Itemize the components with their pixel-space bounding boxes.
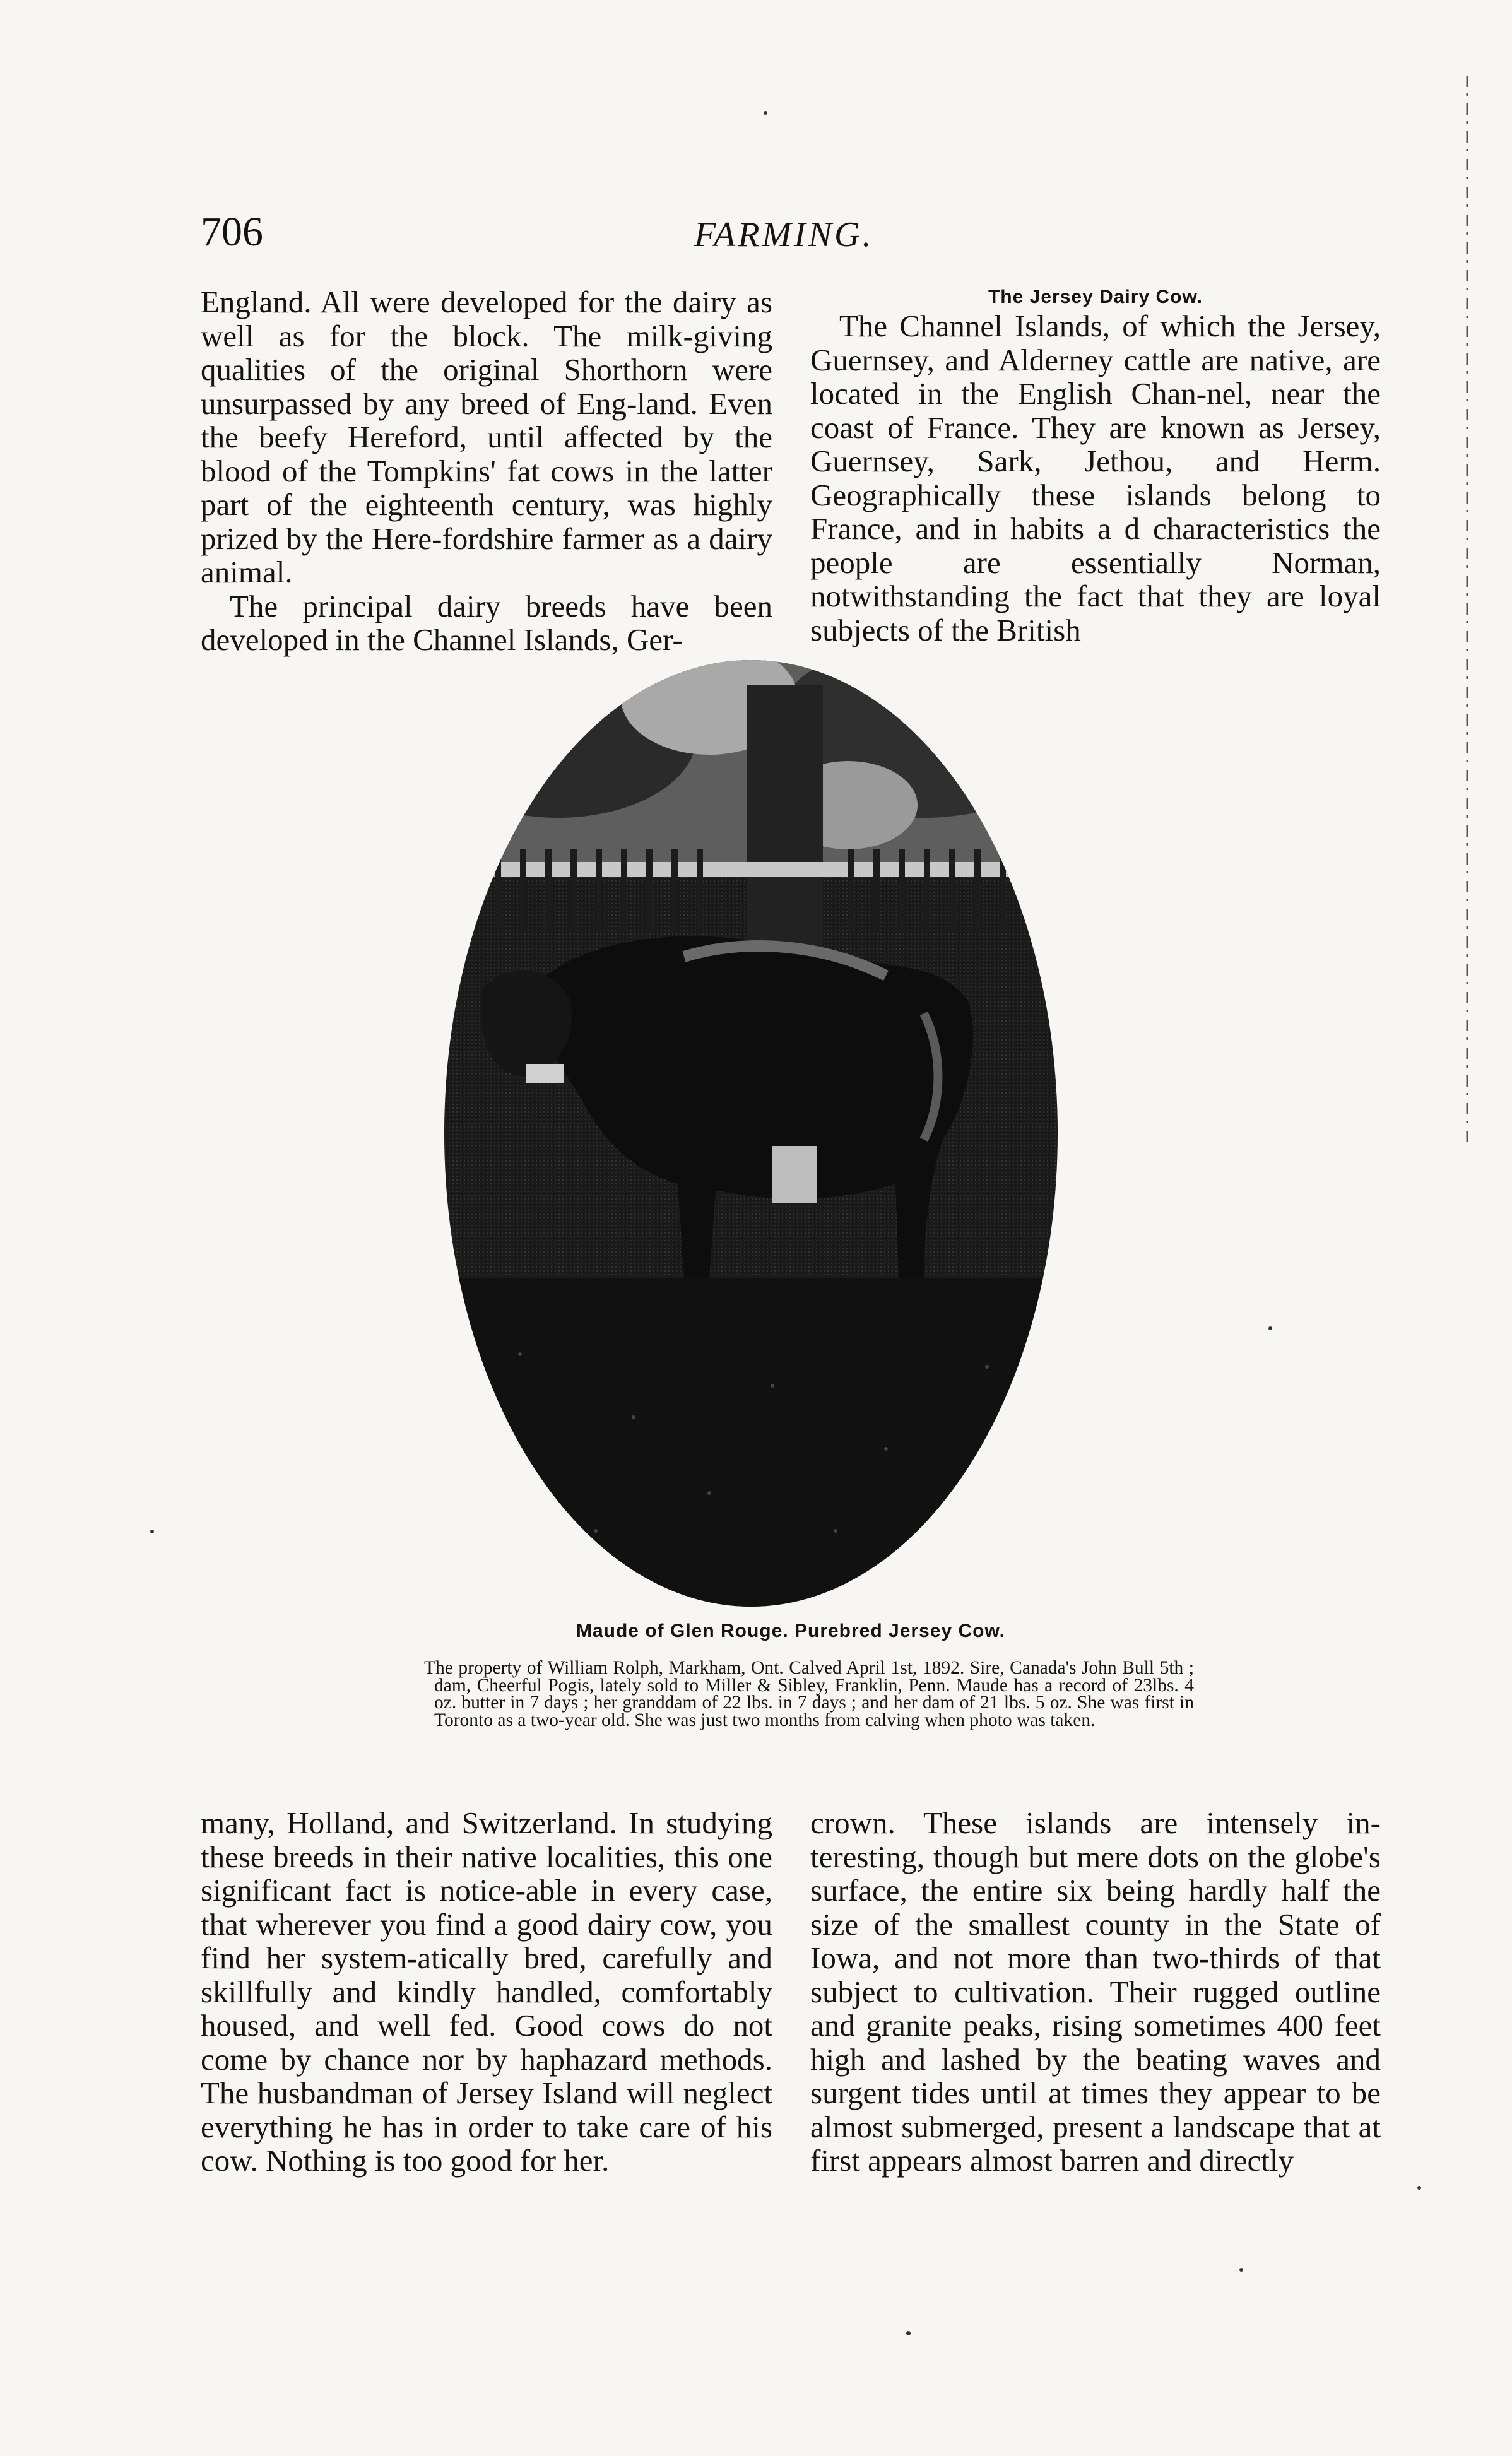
running-title: FARMING. — [694, 215, 874, 254]
cow-photo — [444, 660, 1058, 1607]
scan-speck — [150, 1530, 154, 1533]
scan-speck — [906, 2331, 911, 2335]
figure-caption-title: Maude of Glen Rouge. Purebred Jersey Cow. — [576, 1621, 1006, 1641]
top-right-column — [810, 309, 1381, 647]
paragraph: The principal dairy breeds have been developed in the Channel Islands, Ger- — [201, 588, 772, 657]
paragraph: many, Holland, and Switzerland. In studying these breeds in their native localities, this one significant fact is notice-able in every case, that wherever you find a good dairy cow, you find her system-atically bred, carefully and skillfully and kindly handled, comfortably housed, and well fed. Good cows do not come by chance nor by haphazard methods. The husbandman of Jersey Island will neglect everything he has in order to take care of his cow. Nothing is too good for her. — [201, 1805, 772, 2178]
paragraph: The Channel Islands, of which the Jersey, Guernsey, and Alderney cattle are native, are located in the English Chan-nel, near the coast of France. They are known as Jersey, Guernsey, Sark, Jethou, and Herm. Geographically these islands belong to France, and in habits a d characteristics the people are essentially Norman, notwithstanding the fact that they are loyal subjects of the British — [810, 309, 1381, 647]
bottom-left-column — [201, 1806, 772, 2178]
paragraph: crown. These islands are intensely in-teresting, though but mere dots on the globe's surface, the entire six being hardly half the size of the smallest county in the State of Iowa, and not more than two-thirds of that subject to cultivation. Their rugged outline and granite peaks, rising sometimes 400 feet high and lashed by the beating waves and surgent tides until at times they appear to be almost submerged, present a landscape that at first appears almost barren and directly — [810, 1805, 1381, 2178]
paragraph: England. All were developed for the dairy as well as for the block. The milk-giving qualities of the original Shorthorn were unsurpassed by any breed of Eng-land. Even the beefy Hereford, until affected by the blood of the Tompkins' fat cows in the latter part of the eighteenth century, was highly prized by the Here-fordshire farmer as a dairy animal. — [201, 285, 772, 589]
top-left-column — [201, 285, 772, 657]
caption-text: The property of William Rolph, Markham, Ont. Calved April 1st, 1892. Sire, Canada's John Bull 5th ; dam, Cheerful Pogis, lately sold to Miller & Sibley, Franklin, Penn. Maude has a record of 23lbs. 4 oz. butter in 7 days ; her granddam of 22 lbs. in 7 days ; and her dam of 21 lbs. 5 oz. She was first in Toronto as a two-year old. She was just two months from calving when photo was taken. — [424, 1658, 1194, 1730]
scan-speck — [1268, 1326, 1272, 1330]
scan-speck — [764, 111, 767, 115]
bottom-right-column — [810, 1806, 1381, 2178]
page-number: 706 — [201, 209, 263, 255]
scan-margin-artifact — [1463, 76, 1472, 1148]
scan-speck — [1417, 2186, 1421, 2190]
scan-speck — [1239, 2268, 1243, 2272]
figure-caption-body — [424, 1660, 1194, 1729]
section-subheading: The Jersey Dairy Cow. — [988, 286, 1203, 307]
